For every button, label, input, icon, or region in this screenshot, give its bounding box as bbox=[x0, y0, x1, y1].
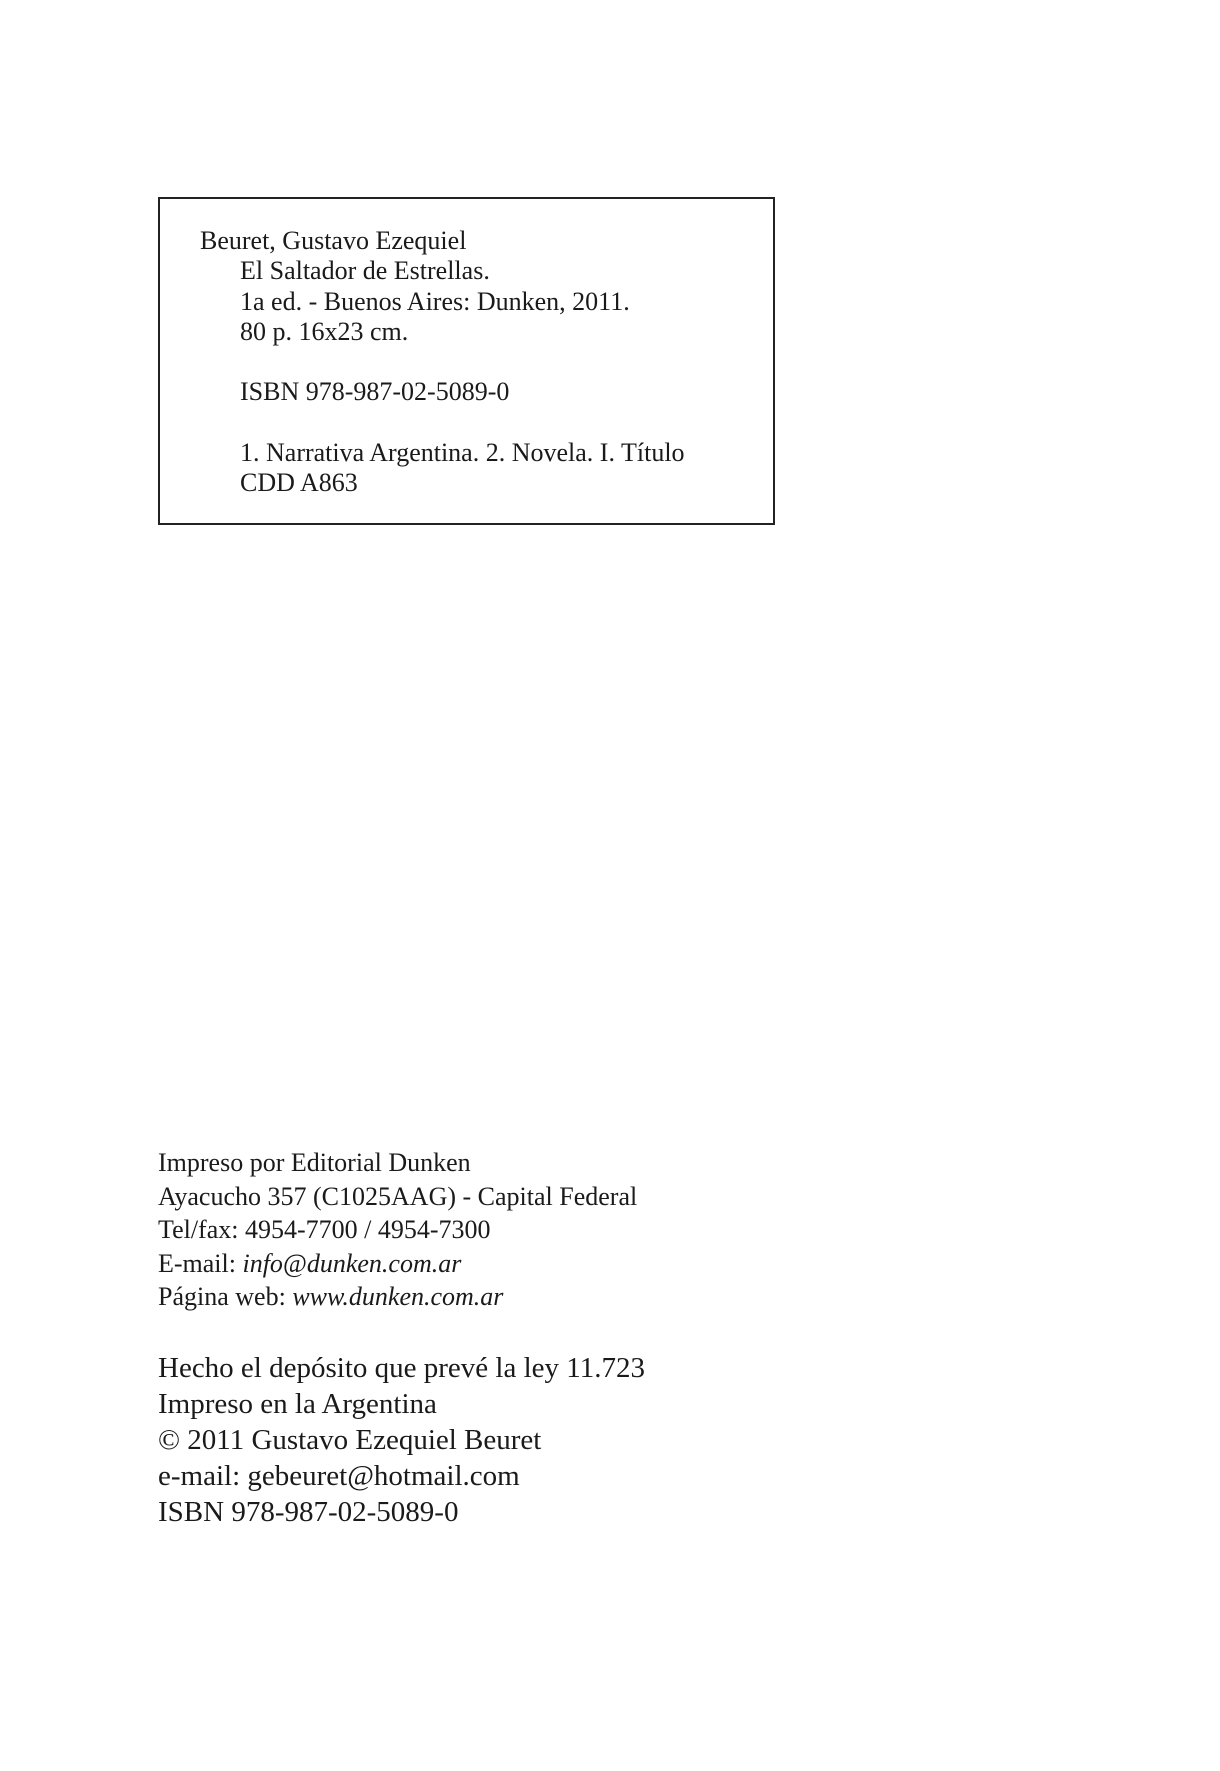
cip-cdd: CDD A863 bbox=[240, 468, 358, 497]
printer-web-label: Página web: bbox=[158, 1282, 293, 1311]
cip-pages: 80 p. 16x23 cm. bbox=[240, 317, 409, 346]
printer-address: Ayacucho 357 (C1025AAG) - Capital Federal bbox=[158, 1181, 638, 1211]
printed-by: Impreso por Editorial Dunken bbox=[158, 1148, 471, 1177]
printer-web-link[interactable]: www.dunken.com.ar bbox=[292, 1282, 504, 1311]
cip-isbn: ISBN 978-987-02-5089-0 bbox=[240, 377, 510, 406]
cip-author: Beuret, Gustavo Ezequiel bbox=[200, 226, 467, 255]
printer-email-label: E-mail: bbox=[158, 1248, 243, 1278]
printer-info bbox=[158, 1146, 637, 1314]
printer-email-link[interactable]: info@dunken.com.ar bbox=[242, 1248, 462, 1278]
printer-web-line bbox=[158, 1280, 637, 1314]
cip-subjects: 1. Narrativa Argentina. 2. Novela. I. Título bbox=[240, 438, 685, 467]
printer-telfax: Tel/fax: 4954-7700 / 4954-7300 bbox=[158, 1215, 491, 1244]
legal-isbn: ISBN 978-987-02-5089-0 bbox=[158, 1496, 459, 1528]
cip-record-box bbox=[158, 197, 775, 525]
legal-info bbox=[158, 1350, 645, 1530]
printer-email-line bbox=[158, 1247, 637, 1281]
legal-email[interactable]: e-mail: gebeuret@hotmail.com bbox=[158, 1460, 520, 1492]
cip-edition: 1a ed. - Buenos Aires: Dunken, 2011. bbox=[240, 287, 630, 316]
legal-deposit: Hecho el depósito que prevé la ley 11.723 bbox=[158, 1352, 645, 1384]
legal-copyright: © 2011 Gustavo Ezequiel Beuret bbox=[158, 1424, 542, 1456]
cip-title: El Saltador de Estrellas. bbox=[240, 256, 490, 285]
legal-printed-in: Impreso en la Argentina bbox=[158, 1388, 437, 1420]
